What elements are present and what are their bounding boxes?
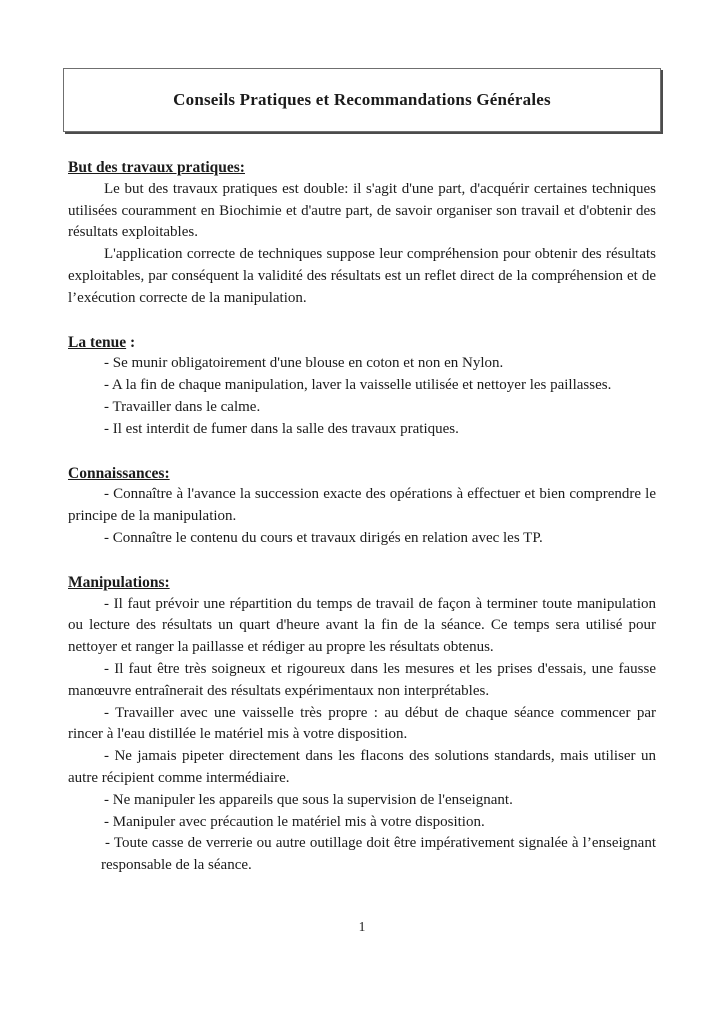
list-item-paragraph: - Il faut être très soigneux et rigoureux dans les mesures et les prises d'essais, une fausse manœuvre entraînerait des résultats expérimentaux non interprétables. <box>68 660 656 699</box>
section-heading-manipulations <box>68 572 656 594</box>
section-but-des-travaux-pratiques <box>68 157 656 310</box>
section-heading-label: La tenue <box>68 333 127 351</box>
section-heading-suffix: : <box>126 333 136 351</box>
list-item-paragraph: - Il faut prévoir une répartition du temps de travail de façon à terminer toute manipulation ou lecture des résultats un quart d'heure avant la fin de la séance. Ce temps sera utilisé pour nettoyer et ranger la paillasse et rédiger au propre les résultats obtenus. <box>68 595 656 656</box>
paragraph: Le but des travaux pratiques est double: il s'agit d'une part, d'acquérir certaines techniques utilisées couramment en Biochimie et d'autre part, de savoir organiser son travail et d'obtenir des résultats exploitables. <box>68 180 656 241</box>
section-heading-connaissances <box>68 463 656 485</box>
list-item-paragraph: - A la fin de chaque manipulation, laver la vaisselle utilisée et nettoyer les paillasses. <box>104 377 612 394</box>
section-heading-label: Manipulations: <box>68 573 170 591</box>
list-item-paragraph: - Toute casse de verrerie ou autre outillage doit être impérativement signalée à l’enseignant responsable de la séance. <box>101 835 656 874</box>
list-item-paragraph: - Manipuler avec précaution le matériel mis à votre disposition. <box>104 813 485 830</box>
document-title: Conseils Pratiques et Recommandations Générales <box>173 90 551 109</box>
list-item-paragraph: - Travailler dans le calme. <box>104 398 261 415</box>
list-item-paragraph: - Travailler avec une vaisselle très propre : au début de chaque séance commencer par rincer à l'eau distillée le matériel mis à votre disposition. <box>68 704 656 743</box>
title-box <box>63 68 661 132</box>
section-heading-but <box>68 157 656 179</box>
list-item-paragraph: - Il est interdit de fumer dans la salle des travaux pratiques. <box>104 420 459 437</box>
section-connaissances <box>68 463 656 550</box>
section-la-tenue <box>68 332 656 441</box>
list-item-paragraph: - Connaître le contenu du cours et travaux dirigés en relation avec les TP. <box>104 529 543 546</box>
section-heading-tenue <box>68 332 656 354</box>
page-number: 1 <box>358 919 366 934</box>
document-content <box>68 68 656 877</box>
section-heading-label: But des travaux pratiques: <box>68 159 245 176</box>
list-item-paragraph: - Ne jamais pipeter directement dans les flacons des solutions standards, mais utiliser un autre récipient comme intermédiaire. <box>68 748 656 786</box>
list-item-paragraph: - Connaître à l'avance la succession exacte des opérations à effectuer et bien comprendre le principe de la manipulation. <box>68 486 656 525</box>
section-manipulations <box>68 572 656 877</box>
list-item-paragraph: - Se munir obligatoirement d'une blouse en coton et non en Nylon. <box>104 355 504 372</box>
paragraph: L'application correcte de techniques suppose leur compréhension pour obtenir des résultats exploitables, par conséquent la validité des résultats est un reflet direct de la compréhension et de l’exécution correcte de la manipulation. <box>68 246 656 306</box>
list-item-paragraph: - Ne manipuler les appareils que sous la supervision de l'enseignant. <box>104 791 513 808</box>
section-heading-label: Connaissances: <box>68 464 170 482</box>
